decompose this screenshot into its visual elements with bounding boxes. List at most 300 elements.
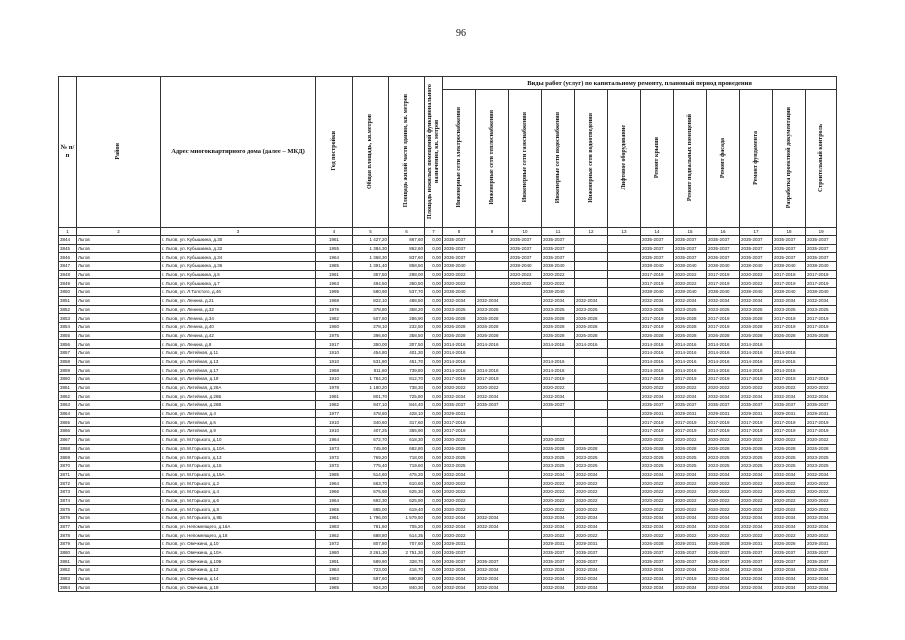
table-cell: 3854 (59, 322, 77, 331)
table-cell: 2014-2016 (740, 340, 773, 349)
table-cell: 2026-2028 (740, 322, 773, 331)
table-cell: 340,60 (353, 418, 389, 427)
table-cell: 2035-2037 (707, 236, 740, 245)
table-cell: 1963 (316, 279, 353, 288)
table-cell: 3856 (59, 340, 77, 349)
page-number: 96 (456, 28, 466, 39)
table-cell: 2026-2028 (740, 314, 773, 323)
table-cell: 2038-2040 (806, 262, 837, 271)
table-cell: 1985 (316, 262, 353, 271)
table-row (59, 279, 837, 288)
table-cell: 801,70 (353, 392, 389, 401)
table-row (59, 435, 837, 444)
table-cell: 2017-2019 (641, 418, 674, 427)
table-cell: 3869 (59, 453, 77, 462)
table-row (59, 496, 837, 505)
table-cell (608, 427, 641, 436)
table-cell: 675,90 (353, 487, 389, 496)
table-cell: 2032-2034 (773, 566, 806, 575)
table-cell (509, 574, 542, 583)
table-cell: 278,10 (353, 322, 389, 331)
table-row (59, 409, 837, 418)
table-cell (575, 348, 608, 357)
table-cell: 2038-2040 (740, 262, 773, 271)
table-cell: 2014-2016 (443, 340, 476, 349)
table-cell: 2014-2016 (740, 366, 773, 375)
table-row (59, 548, 837, 557)
table-cell: 1 180,20 (353, 383, 389, 392)
header-address: Адрес многоквартирного дома (далее – МКД) (161, 77, 316, 228)
header-work-label: Ремонт фасада (719, 137, 726, 178)
table-cell: 2026-2028 (773, 331, 806, 340)
table-cell: 2035-2037 (542, 236, 575, 245)
table-cell: 2026-2028 (707, 444, 740, 453)
table-cell: г. Льгов, ул. Литейная, д.19 (161, 375, 316, 384)
table-cell: 3867 (59, 435, 77, 444)
table-cell: 2029-2031 (674, 540, 707, 549)
table-cell: 2032-2034 (575, 296, 608, 305)
table-cell: 2032-2034 (740, 574, 773, 583)
table-cell: Льгов (77, 314, 161, 323)
table-cell: Льгов (77, 236, 161, 245)
table-cell: 769,20 (353, 453, 389, 462)
column-number: 18 (773, 228, 806, 236)
table-cell: 0,00 (425, 583, 443, 592)
table-cell: 2020-2022 (443, 479, 476, 488)
table-cell: 2032-2034 (476, 296, 509, 305)
table-cell (476, 496, 509, 505)
table-cell: 2014-2016 (674, 366, 707, 375)
table-cell: 0,00 (425, 531, 443, 540)
table-cell: 2035-2037 (707, 557, 740, 566)
table-cell (575, 253, 608, 262)
table-cell: 2032-2034 (674, 392, 707, 401)
capital-repair-table (58, 76, 837, 592)
table-cell (509, 348, 542, 357)
table-cell: 1984 (316, 566, 353, 575)
header-work-8 (674, 90, 707, 228)
table-cell: 350,00 (353, 340, 389, 349)
header-num: № п/п (59, 77, 77, 228)
table-row (59, 262, 837, 271)
table-cell (575, 279, 608, 288)
table-cell: 3862 (59, 392, 77, 401)
table-cell: 0,00 (425, 392, 443, 401)
table-cell (575, 427, 608, 436)
table-cell: 2029-2031 (773, 409, 806, 418)
table-cell: 2020-2022 (773, 505, 806, 514)
table-row (59, 253, 837, 262)
table-cell: 2026-2028 (542, 314, 575, 323)
column-number: 12 (575, 228, 608, 236)
table-cell: 2032-2034 (476, 522, 509, 531)
table-cell: 2035-2037 (740, 244, 773, 253)
table-cell: 3865 (59, 418, 77, 427)
table-cell: 2035-2037 (641, 253, 674, 262)
table-cell: Льгов (77, 548, 161, 557)
table-row (59, 340, 837, 349)
table-cell: 2029-2031 (806, 409, 837, 418)
table-row (59, 566, 837, 575)
table-cell: 2020-2022 (773, 496, 806, 505)
table-cell: 2032-2034 (707, 522, 740, 531)
table-cell: 2026-2028 (443, 322, 476, 331)
table-cell: 2029-2031 (575, 540, 608, 549)
table-row (59, 236, 837, 245)
table-cell (575, 401, 608, 410)
table-row (59, 557, 837, 566)
table-cell: 2035-2037 (443, 253, 476, 262)
table-cell: 2026-2028 (740, 444, 773, 453)
column-number: 10 (509, 228, 542, 236)
table-cell: 2032-2034 (806, 566, 837, 575)
table-cell: г. Льгов, ул. Овечкина, д.10А (161, 548, 316, 557)
table-cell (509, 470, 542, 479)
table-cell: 1972 (316, 453, 353, 462)
table-row (59, 505, 837, 514)
table-cell: 494,50 (353, 279, 389, 288)
table-cell: 1980 (316, 548, 353, 557)
table-cell (575, 375, 608, 384)
table-cell: 2023-2025 (443, 461, 476, 470)
table-cell: 2023-2025 (806, 305, 837, 314)
table-cell: 2032-2034 (476, 392, 509, 401)
table-cell: 0,00 (425, 296, 443, 305)
table-cell (608, 540, 641, 549)
table-cell: 0,00 (425, 314, 443, 323)
table-cell: 0,00 (425, 514, 443, 523)
table-cell: 2029-2031 (806, 540, 837, 549)
table-cell: 3874 (59, 496, 77, 505)
table-cell: 2035-2037 (443, 236, 476, 245)
table-cell: 407,25 (353, 427, 389, 436)
table-cell: 1962 (316, 531, 353, 540)
table-cell: 2020-2022 (806, 383, 837, 392)
table-cell: г. Льгов, ул. Ленина, д.34 (161, 314, 316, 323)
table-cell (476, 444, 509, 453)
table-cell: 3857 (59, 348, 77, 357)
table-cell: 2020-2022 (740, 270, 773, 279)
table-row (59, 418, 837, 427)
table-cell: 2020-2022 (542, 496, 575, 505)
table-cell: Льгов (77, 322, 161, 331)
table-cell (476, 409, 509, 418)
header-work-label: Ремонт крыши (653, 137, 660, 179)
table-cell: 2029-2031 (740, 540, 773, 549)
table-cell: Льгов (77, 296, 161, 305)
table-cell: 707,60 (389, 540, 425, 549)
column-number: 19 (806, 228, 837, 236)
table-cell: Льгов (77, 435, 161, 444)
table-cell: 2014-2016 (542, 357, 575, 366)
table-cell (476, 427, 509, 436)
table-cell: 1910 (316, 427, 353, 436)
table-cell: 2035-2037 (641, 244, 674, 253)
table-row (59, 288, 837, 297)
table-row (59, 427, 837, 436)
table-cell: 0,00 (425, 288, 443, 297)
table-cell: 286,90 (389, 314, 425, 323)
table-cell: г. Льгов, ул. М.Горького, д.15А (161, 470, 316, 479)
table-cell: г. Льгов, ул. Литейная, д.9 (161, 427, 316, 436)
table-cell (476, 253, 509, 262)
table-cell: 2020-2022 (674, 479, 707, 488)
table-cell (575, 270, 608, 279)
table-cell: 2032-2034 (773, 296, 806, 305)
table-cell: 2020-2022 (641, 383, 674, 392)
table-cell (608, 522, 641, 531)
table-cell (608, 270, 641, 279)
table-cell: г. Льгов, ул. Литейная, д.26Б (161, 392, 316, 401)
table-cell (476, 479, 509, 488)
table-cell: 0,00 (425, 244, 443, 253)
table-cell: 3 261,30 (353, 548, 389, 557)
table-cell: 0,00 (425, 357, 443, 366)
table-cell: 2017-2019 (773, 375, 806, 384)
table-cell: 2020-2022 (575, 487, 608, 496)
table-cell: 2032-2034 (674, 470, 707, 479)
table-cell: 2014-2016 (476, 340, 509, 349)
table-cell: 2020-2022 (806, 496, 837, 505)
table-cell: 0,00 (425, 401, 443, 410)
table-cell (608, 461, 641, 470)
table-cell: 2035-2037 (740, 548, 773, 557)
table-cell: Льгов (77, 279, 161, 288)
table-cell: 2038-2040 (707, 262, 740, 271)
table-cell (575, 236, 608, 245)
table-cell: 2032-2034 (740, 296, 773, 305)
table-cell: 2032-2034 (542, 522, 575, 531)
table-cell: 1982 (316, 314, 353, 323)
table-cell (509, 331, 542, 340)
table-cell: 1910 (316, 348, 353, 357)
table-cell (608, 548, 641, 557)
table-cell: 2038-2040 (740, 288, 773, 297)
table-cell: 2017-2019 (707, 314, 740, 323)
table-cell: 0,00 (425, 566, 443, 575)
table-cell (509, 366, 542, 375)
column-number: 8 (443, 228, 476, 236)
header-work-9 (707, 90, 740, 228)
header-work-label: Ремонт фундамента (752, 130, 759, 185)
table-cell (509, 531, 542, 540)
table-cell: 2020-2022 (806, 435, 837, 444)
table-cell: 685,00 (353, 505, 389, 514)
table-cell (476, 470, 509, 479)
table-cell: 1961 (316, 270, 353, 279)
table-cell (509, 505, 542, 514)
table-cell: 3847 (59, 262, 77, 271)
table-cell: 2026-2028 (443, 314, 476, 323)
table-cell (806, 340, 837, 349)
table-cell: 1976 (316, 305, 353, 314)
table-cell: 3880 (59, 548, 77, 557)
table-cell: г. Льгов, ул. Литейная, д.13 (161, 357, 316, 366)
table-cell: 2014-2016 (707, 366, 740, 375)
header-year-label: Год постройки (330, 131, 337, 171)
table-cell: 688,80 (353, 531, 389, 540)
table-cell: 2032-2034 (476, 566, 509, 575)
table-cell: 0,00 (425, 375, 443, 384)
table-cell: 0,00 (425, 574, 443, 583)
table-cell: 3858 (59, 357, 77, 366)
table-cell: Льгов (77, 461, 161, 470)
table-cell: 3875 (59, 505, 77, 514)
table-cell: 844,40 (389, 401, 425, 410)
table-cell: 2023-2025 (740, 305, 773, 314)
table-cell (509, 487, 542, 496)
column-number: 9 (476, 228, 509, 236)
table-cell: 3868 (59, 444, 77, 453)
table-cell: Льгов (77, 357, 161, 366)
table-cell (509, 522, 542, 531)
table-cell: 2032-2034 (542, 583, 575, 592)
table-cell: 2017-2019 (740, 375, 773, 384)
table-cell: 396,60 (353, 331, 389, 340)
table-cell: 1965 (316, 505, 353, 514)
table-row (59, 574, 837, 583)
header-work-label: Инженерные сети электроснабжения (455, 107, 462, 208)
table-cell: 2035-2037 (476, 557, 509, 566)
table-cell (608, 244, 641, 253)
table-cell: 2017-2019 (707, 427, 740, 436)
table-cell: 0,00 (425, 253, 443, 262)
table-cell: 840,30 (389, 583, 425, 592)
table-cell: г. Льгов, ул. М.Горького, д.8 (161, 505, 316, 514)
table-cell: 2017-2019 (773, 270, 806, 279)
table-cell: 1960 (316, 322, 353, 331)
table-cell: 2038-2040 (542, 288, 575, 297)
table-cell: 2035-2037 (707, 244, 740, 253)
table-cell: 672,70 (353, 435, 389, 444)
table-cell (476, 461, 509, 470)
table-cell: 3859 (59, 366, 77, 375)
header-work-11 (773, 90, 806, 228)
table-cell: 2032-2034 (641, 583, 674, 592)
table-cell: 1968 (316, 296, 353, 305)
table-cell (608, 487, 641, 496)
table-cell: 3845 (59, 244, 77, 253)
table-cell: 597,60 (353, 574, 389, 583)
table-cell (476, 348, 509, 357)
table-cell: 2035-2037 (674, 244, 707, 253)
table-cell: 0,00 (425, 409, 443, 418)
table-cell: Льгов (77, 470, 161, 479)
table-cell: 2014-2016 (707, 340, 740, 349)
table-cell: Льгов (77, 505, 161, 514)
table-cell: 2017-2019 (806, 375, 837, 384)
table-cell: 2023-2025 (674, 453, 707, 462)
table-cell (509, 288, 542, 297)
table-cell: 2017-2019 (641, 375, 674, 384)
table-cell: г. Льгов, ул. Литейная, д.4 (161, 409, 316, 418)
table-cell: 2032-2034 (641, 566, 674, 575)
table-cell: 0,00 (425, 522, 443, 531)
table-cell: 723,00 (353, 566, 389, 575)
table-cell: 2017-2019 (707, 375, 740, 384)
table-cell: 1910 (316, 357, 353, 366)
table-cell: 2026-2028 (575, 444, 608, 453)
table-cell: 401,30 (389, 348, 425, 357)
table-cell: 2038-2040 (773, 288, 806, 297)
table-cell: 2017-2019 (707, 322, 740, 331)
table-cell (575, 288, 608, 297)
header-work-label: Инженерные сети водоснабжения (554, 111, 561, 204)
table-cell: г. Льгов, ул. Кубышкина, д.5 (161, 270, 316, 279)
table-cell: 0,00 (425, 427, 443, 436)
table-cell: Льгов (77, 427, 161, 436)
table-cell: 2023-2025 (476, 305, 509, 314)
table-cell: 2032-2034 (575, 470, 608, 479)
table-cell: 2032-2034 (641, 574, 674, 583)
header-work-6 (608, 90, 641, 228)
table-cell: 3877 (59, 522, 77, 531)
table-row (59, 348, 837, 357)
column-number: 5 (353, 228, 389, 236)
table-cell: Льгов (77, 383, 161, 392)
header-area-label: Общая площадь, кв.метров (367, 113, 373, 189)
table-cell: 822,10 (353, 296, 389, 305)
column-number-row (59, 228, 837, 236)
table-cell: 0,00 (425, 383, 443, 392)
table-cell: 3871 (59, 470, 77, 479)
table-cell: 2017-2019 (674, 574, 707, 583)
table-cell: 2038-2040 (674, 262, 707, 271)
table-cell: 2020-2022 (542, 383, 575, 392)
table-cell: 2026-2028 (641, 444, 674, 453)
header-work-label: Лифтовое оборудование (620, 125, 627, 190)
table-cell: 1966 (316, 487, 353, 496)
table-cell: 0,00 (425, 487, 443, 496)
table-cell (608, 496, 641, 505)
table-row (59, 314, 837, 323)
table-cell: 725,80 (389, 392, 425, 401)
header-area (353, 77, 389, 228)
table-cell: 2017-2019 (806, 279, 837, 288)
table-cell: 3863 (59, 401, 77, 410)
table-row (59, 331, 837, 340)
column-number: 11 (542, 228, 575, 236)
table-cell: 2026-2028 (575, 331, 608, 340)
table-cell (476, 531, 509, 540)
table-cell: 2020-2022 (806, 505, 837, 514)
table-cell: 454,80 (353, 348, 389, 357)
table-cell: 2020-2022 (773, 479, 806, 488)
table-cell: 705,20 (389, 522, 425, 531)
table-cell: 2035-2037 (542, 253, 575, 262)
table-cell: 537,70 (389, 288, 425, 297)
table-cell: 2017-2019 (773, 314, 806, 323)
column-number: 15 (674, 228, 707, 236)
table-cell (542, 427, 575, 436)
table-cell (476, 244, 509, 253)
table-cell: 2026-2028 (476, 331, 509, 340)
table-cell: 2023-2025 (707, 461, 740, 470)
header-row (59, 77, 837, 90)
table-cell: 2014-2016 (707, 348, 740, 357)
table-cell: 781,60 (353, 522, 389, 531)
table-cell (608, 479, 641, 488)
table-cell: 2026-2028 (443, 444, 476, 453)
table-cell: 2023-2025 (575, 305, 608, 314)
table-cell (608, 357, 641, 366)
table-cell: 3873 (59, 487, 77, 496)
table-cell: Льгов (77, 253, 161, 262)
header-work-4 (542, 90, 575, 228)
table-cell (608, 348, 641, 357)
table-cell (608, 566, 641, 575)
table-cell: 2032-2034 (707, 514, 740, 523)
